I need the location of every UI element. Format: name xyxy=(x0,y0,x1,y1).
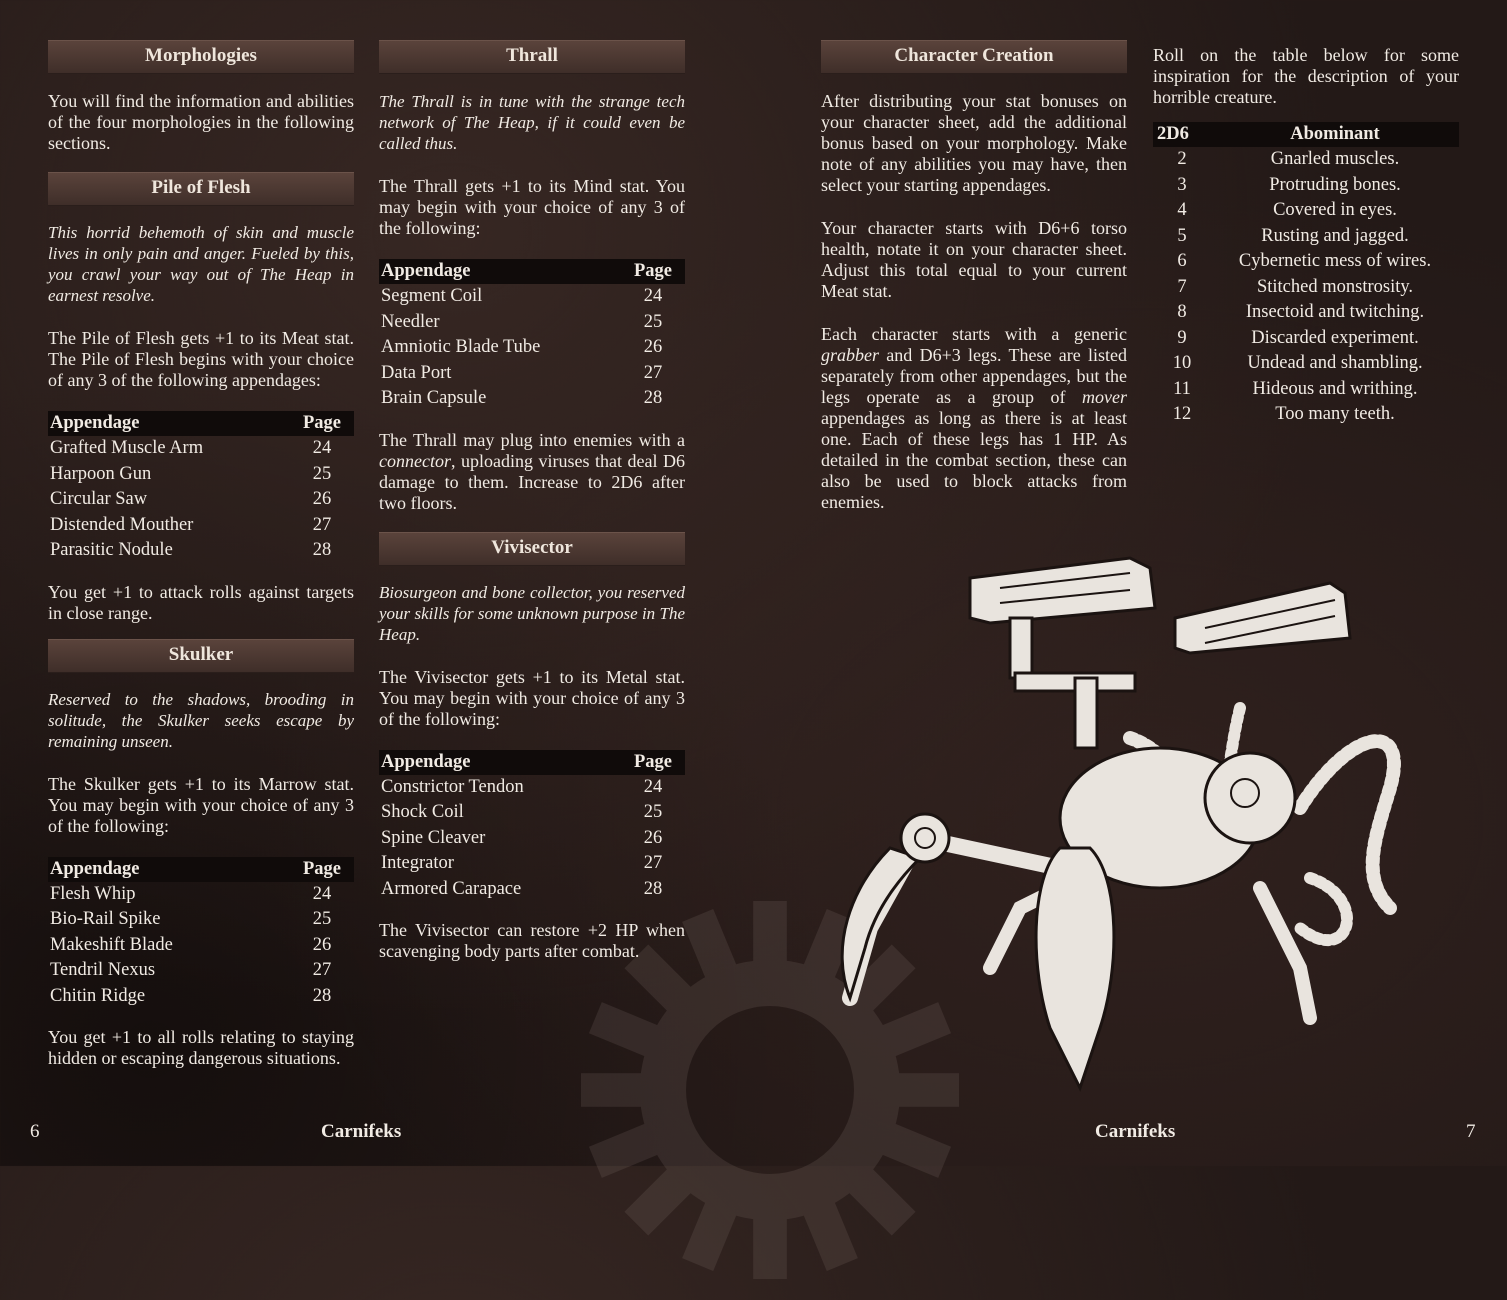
cc-paragraph-1: After distributing your stat bonuses on your character sheet, add the additional bonus based on your morphology. Make note of any abilities you may have, then select your starting appendages. xyxy=(821,91,1127,195)
table-row: Harpoon Gun 25 xyxy=(50,463,332,484)
table-header: Appendage xyxy=(379,750,621,775)
section-heading-morphologies: Morphologies xyxy=(48,40,354,74)
table-row: Tendril Nexus 27 xyxy=(50,960,332,980)
pile-appendage-table xyxy=(48,411,354,564)
thrall-after: The Thrall may plug into enemies with a connector, uploading viruses that deal D6 damage to them. Increase to 2D6 after two floors. xyxy=(379,429,685,513)
page-number-right: 7 xyxy=(1466,1121,1476,1142)
table-row: 2 Gnarled muscles. xyxy=(1177,149,1400,169)
thrall-text: The Thrall gets +1 to its Mind stat. You may begin with your choice of any 3 of the following: xyxy=(379,176,685,238)
table-row: 8 Insectoid and twitching. xyxy=(1177,302,1425,322)
table-header: Page xyxy=(290,857,354,882)
table-row: 10 Undead and shambling. xyxy=(1172,353,1423,373)
section-heading-thrall: Thrall xyxy=(379,40,685,74)
table-row: Circular Saw 26 xyxy=(50,489,332,509)
vivisector-flavor: Biosurgeon and bone collector, you reserved your skills for some unknown purpose in The Heap. xyxy=(379,582,685,644)
table-row: Bio-Rail Spike 25 xyxy=(50,909,332,929)
column-1 xyxy=(48,40,354,1069)
table-row: Grafted Muscle Arm 24 xyxy=(50,438,332,458)
table-row: Brain Capsule 28 xyxy=(381,388,663,408)
table-row: Needler 25 xyxy=(381,311,663,332)
table-row: 7 Stitched monstrosity. xyxy=(1177,276,1414,297)
table-row: Spine Cleaver 26 xyxy=(381,827,663,848)
table-header: Page xyxy=(621,259,685,284)
table-row: Constrictor Tendon 24 xyxy=(381,776,663,797)
pile-flavor: This horrid behemoth of skin and muscle lives in only pain and anger. Fueled by this, you crawl your way out of The Heap in earnest resolve. xyxy=(48,223,354,305)
cc-paragraph-2: Your character starts with D6+6 torso health, notate it on your character sheet. Adjust this total equal to your current Meat stat. xyxy=(821,218,1127,301)
table-row: Armored Carapace 28 xyxy=(381,878,663,899)
pile-text: The Pile of Flesh gets +1 to its Meat stat. The Pile of Flesh begins with your choice of any 3 of the following appendages: xyxy=(48,328,354,390)
table-row: Flesh Whip 24 xyxy=(50,883,332,904)
section-heading-vivisector: Vivisector xyxy=(379,532,685,566)
table-row: 12 Too many teeth. xyxy=(1172,404,1395,424)
table-row: Shock Coil 25 xyxy=(381,802,663,822)
vivisector-text: The Vivisector gets +1 to its Metal stat. You may begin with your choice of any 3 of the following: xyxy=(379,666,685,729)
table-row: Chitin Ridge 28 xyxy=(50,985,332,1006)
vivisector-after: The Vivisector can restore +2 HP when scavenging body parts after combat. xyxy=(379,920,685,961)
page-number-left: 6 xyxy=(30,1121,40,1142)
creature-illustration xyxy=(830,548,1430,1108)
footer-title-right: Carnifeks xyxy=(1095,1121,1176,1142)
table-row: Integrator 27 xyxy=(381,853,663,873)
column-3 xyxy=(821,40,1127,513)
skulker-flavor: Reserved to the shadows, brooding in solitude, the Skulker seeks escape by remaining unseen. xyxy=(48,689,354,751)
table-row: 4 Covered in eyes. xyxy=(1177,200,1397,220)
section-heading-character-creation: Character Creation xyxy=(821,40,1127,74)
table-row: 11 Hideous and writhing. xyxy=(1173,378,1418,399)
table-row: Amniotic Blade Tube 26 xyxy=(381,337,663,357)
cc-paragraph-3: Each character starts with a generic grabber and D6+3 legs. These are listed separately from other appendages, but the legs operate as a group of mover appendages as long as there is at least one. Each of these legs has 1 HP. As detailed in the combat section, these can also be used to block attacks from enemies. xyxy=(821,324,1127,512)
table-row: 3 Protruding bones. xyxy=(1177,174,1401,195)
pile-after: You get +1 to attack rolls against targets in close range. xyxy=(48,581,354,623)
section-heading-skulker: Skulker xyxy=(48,639,354,673)
table-row: Makeshift Blade 26 xyxy=(50,934,332,955)
table-header: Appendage xyxy=(48,411,290,436)
footer-title-left: Carnifeks xyxy=(321,1121,402,1142)
table-header: Abominant xyxy=(1211,122,1459,147)
thrall-flavor: The Thrall is in tune with the strange tech network of The Heap, if it could even be called thus. xyxy=(379,92,685,153)
skulker-text: The Skulker gets +1 to its Marrow stat. You may begin with your choice of any 3 of the following: xyxy=(48,773,354,836)
table-row: Segment Coil 24 xyxy=(381,286,663,306)
table-row: Data Port 27 xyxy=(381,362,663,383)
thrall-appendage-table xyxy=(379,259,685,412)
table-header: Page xyxy=(621,750,685,775)
table-header: Appendage xyxy=(48,857,290,882)
section-heading-pile-of-flesh: Pile of Flesh xyxy=(48,172,354,206)
column-2 xyxy=(379,40,685,962)
table-header: Page xyxy=(290,411,354,436)
abominant-table xyxy=(1153,122,1459,428)
table-header: Appendage xyxy=(379,259,621,284)
vivisector-appendage-table xyxy=(379,750,685,903)
column-4 xyxy=(1153,45,1459,428)
table-row: 5 Rusting and jagged. xyxy=(1177,225,1409,246)
skulker-appendage-table xyxy=(48,857,354,1010)
table-row: Distended Mouther 27 xyxy=(50,514,332,535)
skulker-after: You get +1 to all rolls relating to staying hidden or escaping dangerous situations. xyxy=(48,1027,354,1068)
abominant-intro: Roll on the table below for some inspiration for the description of your horrible creature. xyxy=(1153,45,1459,107)
table-row: 9 Discarded experiment. xyxy=(1177,327,1419,348)
table-row: Parasitic Nodule 28 xyxy=(50,540,332,560)
morphologies-text: You will find the information and abilities of the four morphologies in the following sections. xyxy=(48,91,354,153)
table-row: 6 Cybernetic mess of wires. xyxy=(1177,251,1432,271)
table-header: 2D6 xyxy=(1153,122,1211,147)
